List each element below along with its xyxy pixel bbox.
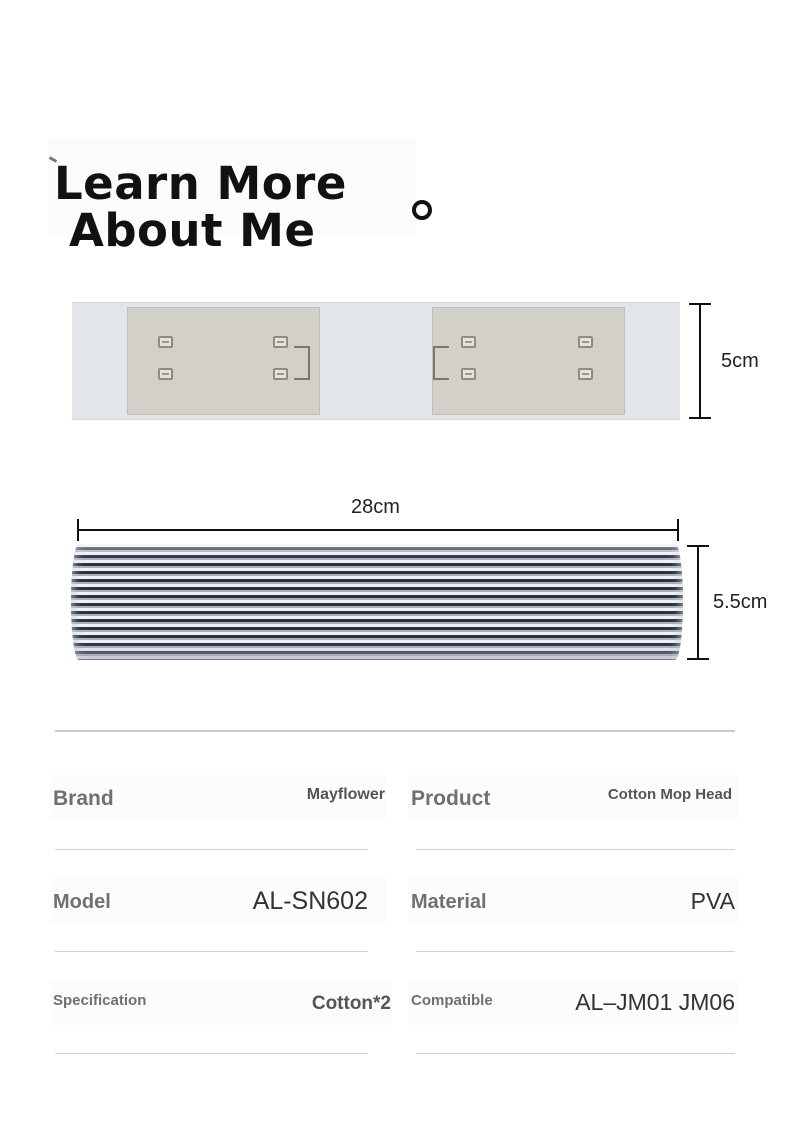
roller-height-label: 5.5cm <box>713 591 768 613</box>
connector-bracket <box>433 346 449 380</box>
length-dimension-line <box>77 529 679 531</box>
row-divider <box>416 849 735 850</box>
row-divider <box>55 1053 368 1054</box>
dimension-cap <box>77 519 79 541</box>
row-divider <box>416 951 735 952</box>
ring-icon <box>412 200 432 220</box>
height-dimension-line <box>697 545 699 660</box>
specification-value: Cotton*2 <box>311 993 391 1014</box>
section-divider <box>55 730 735 732</box>
clip-icon <box>273 336 288 348</box>
product-value: Cotton Mop Head <box>607 786 732 803</box>
mop-roller-image <box>71 544 683 660</box>
title-line-1: Learn More <box>54 157 347 210</box>
clip-icon <box>273 368 288 380</box>
model-value: AL-SN602 <box>252 887 368 915</box>
clip-icon <box>461 368 476 380</box>
row-divider <box>55 849 368 850</box>
dimension-cap <box>689 303 711 305</box>
row-divider <box>416 1053 735 1054</box>
compatible-value: AL–JM01 JM06 <box>575 989 735 1015</box>
dimension-cap <box>689 417 711 419</box>
clip-icon <box>461 336 476 348</box>
row-divider <box>55 951 368 952</box>
specification-label: Specification <box>53 992 147 1009</box>
page-title <box>54 157 347 257</box>
brand-value: Mayflower <box>306 786 385 803</box>
dimension-cap <box>687 545 709 547</box>
clip-icon <box>578 368 593 380</box>
clip-icon <box>158 368 173 380</box>
height-dimension-line <box>699 303 701 419</box>
length-label: 28cm <box>351 496 400 518</box>
dimension-cap <box>677 519 679 541</box>
title-line-2: About Me <box>69 204 316 257</box>
dimension-cap <box>687 658 709 660</box>
plate-height-label: 5cm <box>721 350 759 372</box>
mop-plate-image <box>72 302 680 420</box>
model-label: Model <box>53 891 111 913</box>
connector-bracket <box>294 346 310 380</box>
product-label: Product <box>411 787 491 810</box>
material-value: PVA <box>690 888 735 914</box>
clip-icon <box>158 336 173 348</box>
plate-panel-right <box>432 307 625 415</box>
plate-panel-left <box>127 307 320 415</box>
brand-label: Brand <box>53 787 114 810</box>
clip-icon <box>578 336 593 348</box>
compatible-label: Compatible <box>411 992 493 1009</box>
material-label: Material <box>411 891 487 913</box>
